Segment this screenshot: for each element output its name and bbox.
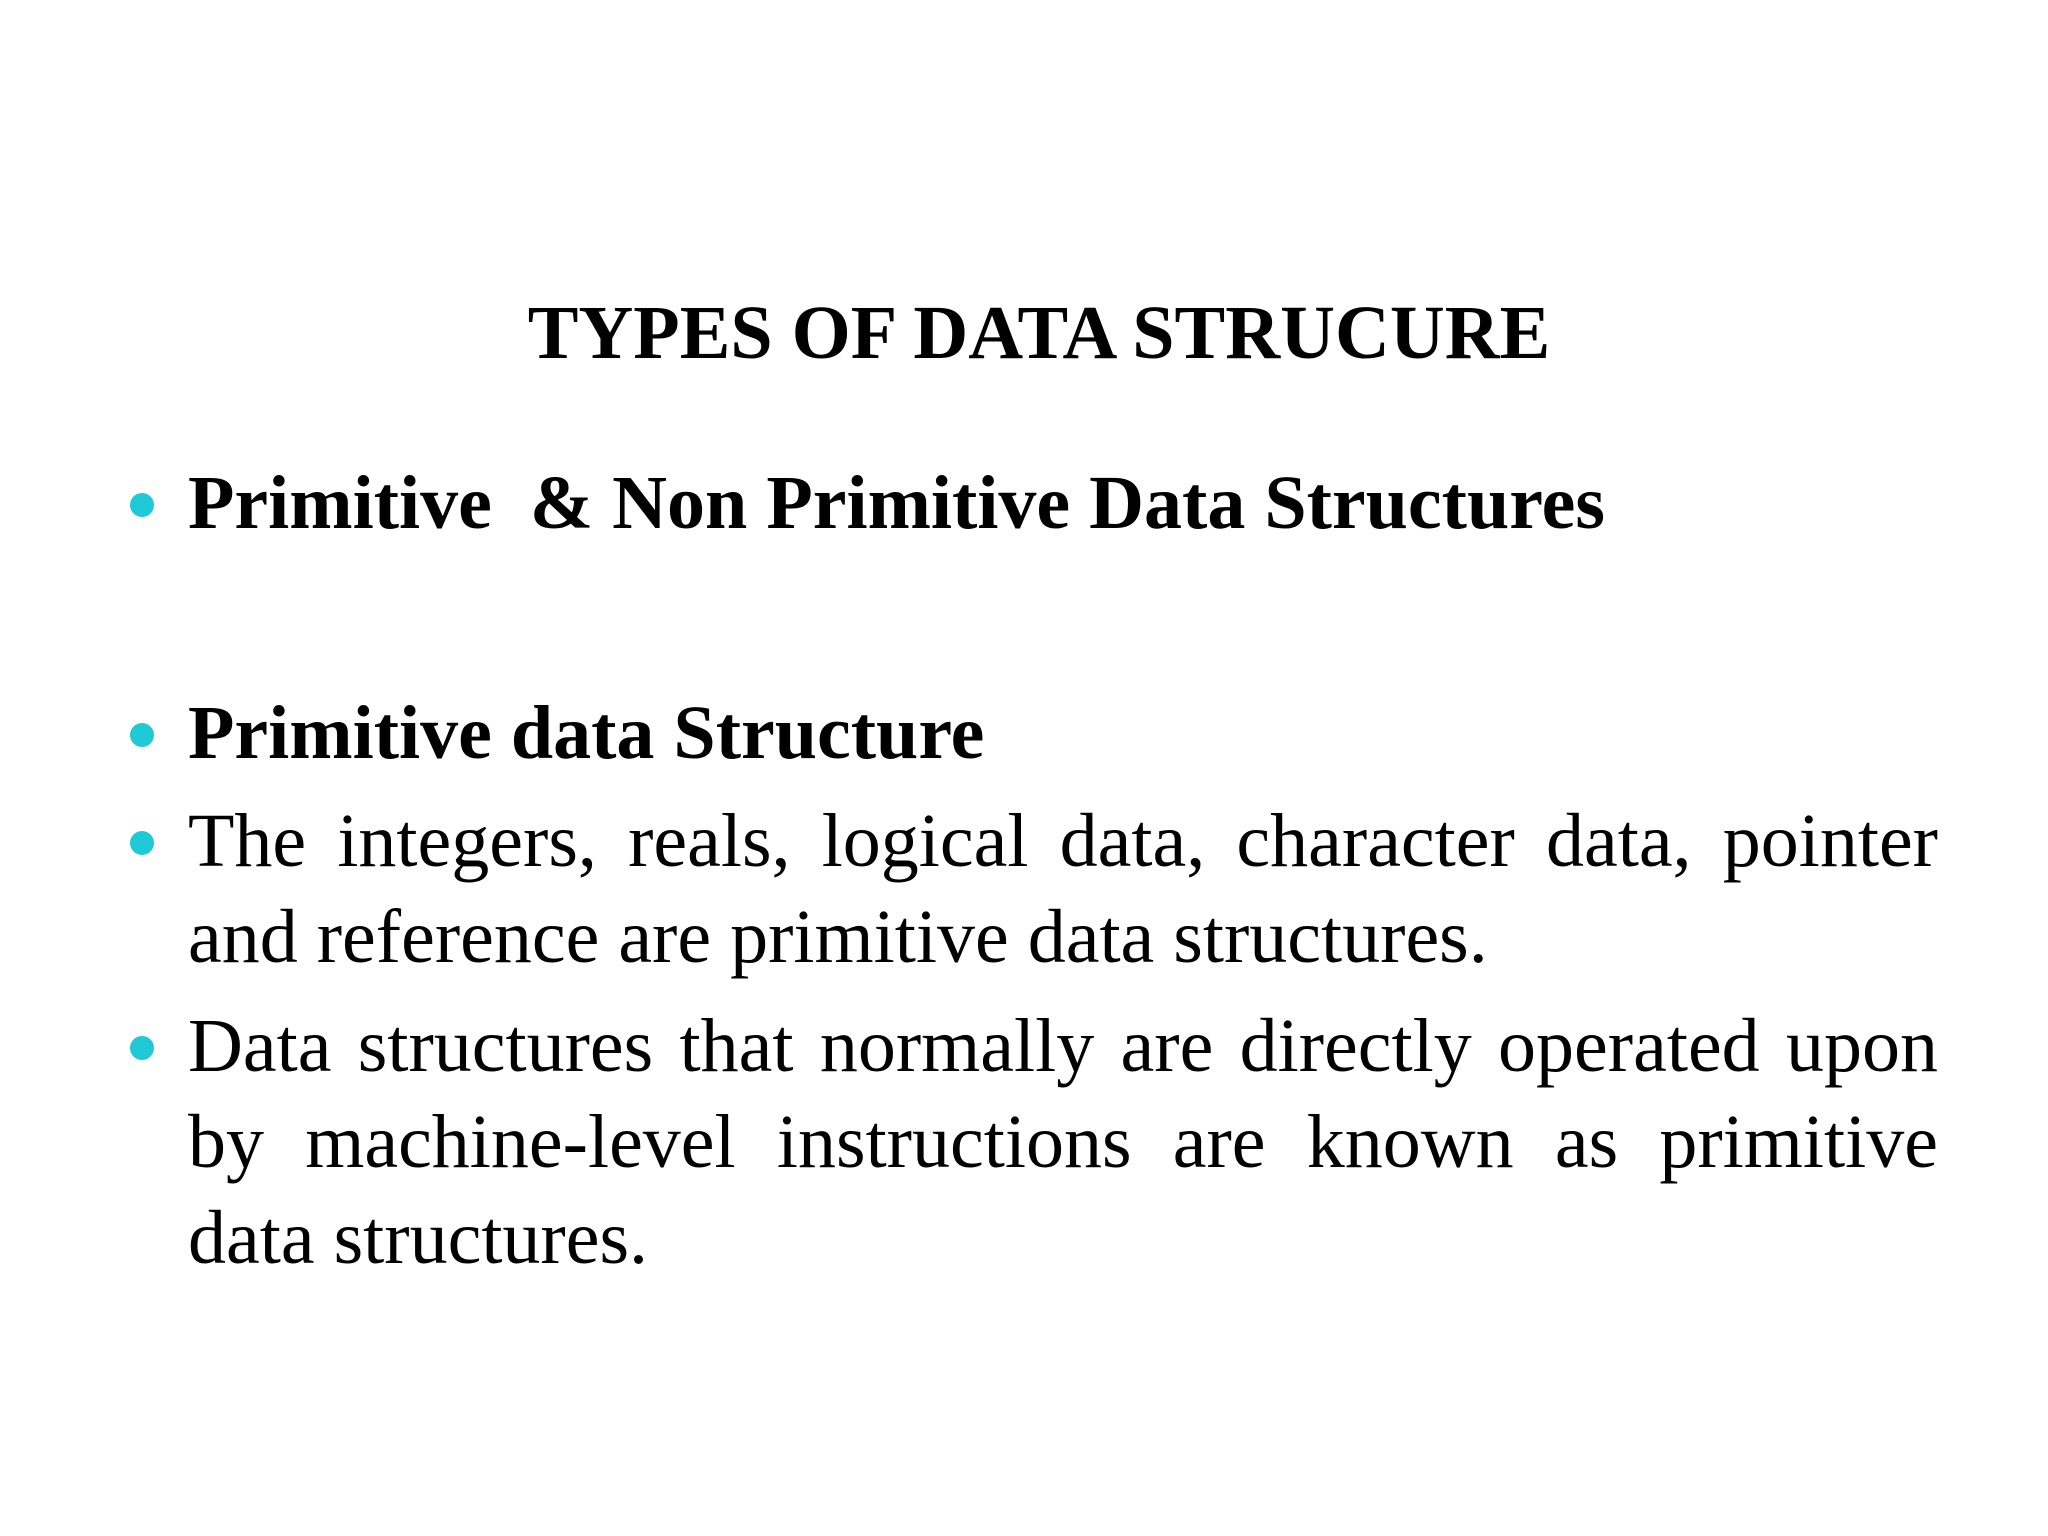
- bullet-text: Data structures that normally are directly operated upon by machine-level instructions are known as primitive data structures.: [188, 1004, 1938, 1280]
- bullet-list: [130, 455, 1938, 1286]
- bullet-dot-icon: [130, 831, 154, 855]
- list-item: [130, 685, 1938, 781]
- list-item: [130, 455, 1938, 551]
- bullet-dot-icon: [130, 723, 154, 747]
- bullet-text: Primitive & Non Primitive Data Structures: [188, 461, 1605, 545]
- bullet-text: The integers, reals, logical data, character data, pointer and reference are primitive data structures.: [188, 799, 1938, 979]
- bullet-dot-icon: [130, 493, 154, 517]
- slide-title: TYPES OF DATA STRUCURE: [527, 291, 1551, 375]
- bullet-text: Primitive data Structure: [188, 691, 985, 775]
- list-item: [130, 793, 1938, 985]
- list-item: [130, 998, 1938, 1286]
- bullet-dot-icon: [130, 1036, 154, 1060]
